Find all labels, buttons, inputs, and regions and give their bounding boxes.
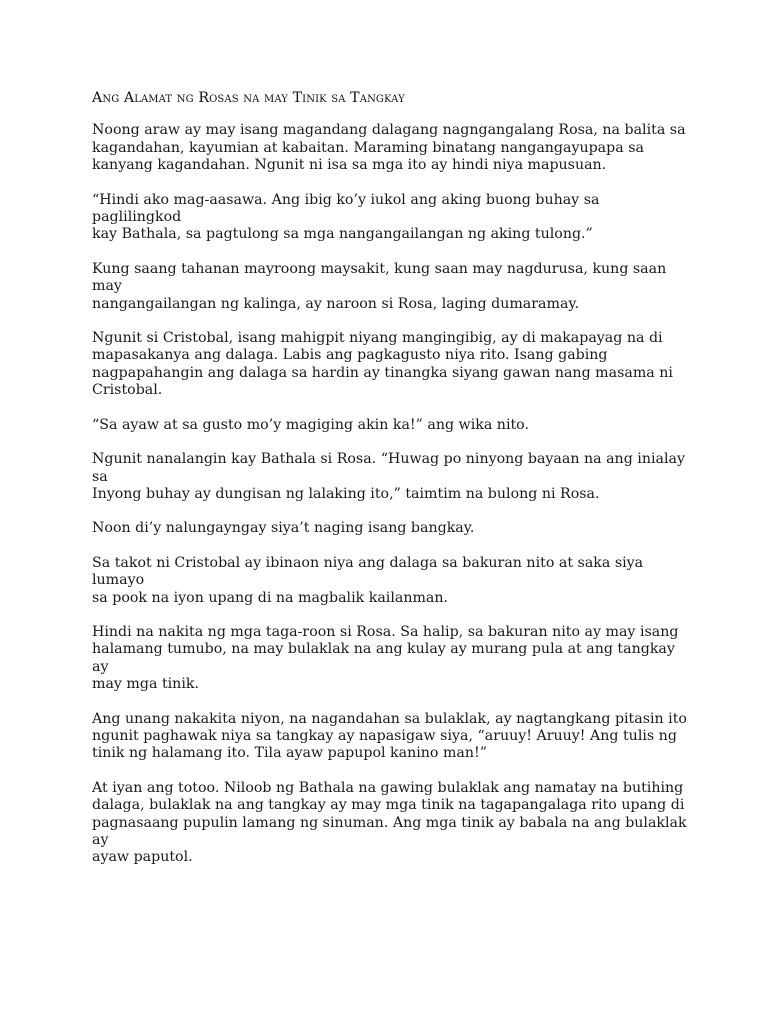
paragraph-line: ayaw paputol. bbox=[92, 849, 193, 866]
paragraph-line: sa pook na iyon upang di na magbalik kailanman. bbox=[92, 589, 449, 606]
paragraph bbox=[92, 711, 692, 763]
paragraph-line: ngunit paghawak niya sa tangkay ay napasigaw siya, “aruuy! Aruuy! Ang tulis ng bbox=[92, 727, 677, 744]
paragraph-line: Ngunit si Cristobal, isang mahigpit niyang mangingibig, ay di makapayag na di bbox=[92, 330, 663, 347]
paragraph bbox=[92, 122, 692, 174]
paragraph-line: Inyong buhay ay dungisan ng lalaking ito,” taimtim na bulong ni Rosa. bbox=[92, 485, 600, 502]
paragraph-line: At iyan ang totoo. Niloob ng Bathala na gawing bulaklak ang namatay na butihing bbox=[92, 779, 684, 796]
paragraph-line: Ngunit nanalangin kay Bathala si Rosa. “Huwag po ninyong bayaan na ang inialay sa bbox=[92, 451, 685, 485]
paragraph-line: Ang unang nakakita niyon, na nagandahan sa bulaklak, ay nagtangkang pitasin ito bbox=[92, 710, 687, 727]
paragraph bbox=[92, 261, 692, 313]
paragraph-line: nangangailangan ng kalinga, ay naroon si Rosa, laging dumaramay. bbox=[92, 295, 580, 312]
paragraph-line: pagnasaang pupulin lamang ng sinuman. Ang mga tinik ay babala na ang bulaklak ay bbox=[92, 814, 687, 848]
paragraph bbox=[92, 192, 692, 244]
paragraph-line: mapasakanya ang dalaga. Labis ang pagkagusto niya rito. Isang gabing bbox=[92, 347, 608, 364]
paragraph-line: kanyang kagandahan. Ngunit ni isa sa mga ito ay hindi niya mapusuan. bbox=[92, 157, 607, 174]
paragraph bbox=[92, 555, 692, 607]
paragraph-line: Noong araw ay may isang magandang dalagang nagngangalang Rosa, na balita sa bbox=[92, 122, 686, 139]
paragraph-line: dalaga, bulaklak na ang tangkay ay may mga tinik na tagapangalaga rito upang di bbox=[92, 797, 685, 814]
paragraph-line: “Sa ayaw at sa gusto mo’y magiging akin ka!” ang wika nito. bbox=[92, 416, 529, 433]
paragraph-line: tinik ng halamang ito. Tila ayaw papupol kanino man!” bbox=[92, 745, 487, 762]
paragraph-list bbox=[92, 122, 692, 866]
document-title: Ang Alamat ng Rosas na may Tinik sa Tangkay bbox=[92, 90, 405, 106]
paragraph-line: kagandahan, kayumian at kabaitan. Maraming binatang nangangayupapa sa bbox=[92, 139, 644, 156]
paragraph-line: Noon di’y nalungayngay siya’t naging isang bangkay. bbox=[92, 520, 475, 537]
paragraph bbox=[92, 624, 692, 694]
paragraph bbox=[92, 451, 692, 503]
paragraph-line: Hindi na nakita ng mga taga-roon si Rosa. Sa halip, sa bakuran nito ay may isang bbox=[92, 623, 679, 640]
paragraph-line: Cristobal. bbox=[92, 382, 163, 399]
paragraph bbox=[92, 330, 692, 400]
paragraph-line: may mga tinik. bbox=[92, 676, 199, 693]
document-body bbox=[92, 90, 692, 884]
paragraph-line: “Hindi ako mag-aasawa. Ang ibig ko’y iukol ang aking buong buhay sa paglilingkod bbox=[92, 191, 600, 226]
paragraph-line: Kung saang tahanan mayroong maysakit, kung saan may nagdurusa, kung saan may bbox=[92, 260, 667, 295]
paragraph bbox=[92, 520, 692, 537]
paragraph-line: Sa takot ni Cristobal ay ibinaon niya ang dalaga sa bakuran nito at saka siya lumayo bbox=[92, 554, 644, 589]
paragraph-line: halamang tumubo, na may bulaklak na ang kulay ay murang pula at ang tangkay ay bbox=[92, 641, 675, 675]
paragraph-line: kay Bathala, sa pagtulong sa mga nangangailangan ng aking tulong.” bbox=[92, 226, 593, 243]
paragraph bbox=[92, 417, 692, 434]
paragraph-line: nagpapahangin ang dalaga sa hardin ay tinangka siyang gawan nang masama ni bbox=[92, 364, 673, 381]
paragraph bbox=[92, 780, 692, 867]
